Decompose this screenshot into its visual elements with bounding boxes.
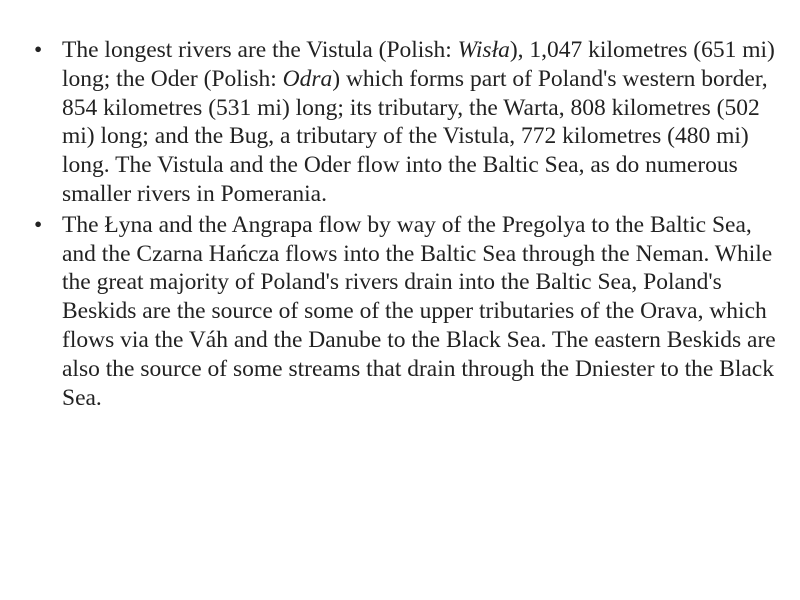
bullet-list (34, 36, 786, 414)
italic-term-wisla: Wisła (457, 37, 510, 63)
text-run: The longest rivers are the Vistula (Polish: (62, 37, 458, 63)
bullet-text (62, 37, 775, 207)
text-run: ) which forms part of Poland's western border, 854 kilometres (531 mi) long; its tributary, the Warta, 808 kilometres (502 mi) long; and the Bug, a tributary of the Vistula, 772 kilometres (480 mi) long. The Vistula and the Oder flow into the Baltic Sea, as do numerous smaller rivers in Pomerania. (62, 65, 768, 207)
text-run: ), 1,047 kilometres (651 mi) long; the Oder (Polish: (62, 37, 775, 92)
italic-term-odra: Odra (282, 65, 333, 92)
bullet-marker: • (34, 37, 43, 63)
bullet-marker: • (34, 211, 43, 238)
bullet-item-drainage (34, 211, 786, 413)
bullet-item-rivers-length (34, 36, 786, 209)
bullet-text: The Łyna and the Angrapa flow by way of the Pregolya to the Baltic Sea, and the Czarna Hańcza flows into the Baltic Sea through the Neman. While the great majority of Poland's rivers drain into the Baltic Sea, Poland's Beskids are the source of some of the upper tributaries of the Orava, which flows via the Váh and the Danube to the Black Sea. The eastern Beskids are also the source of some streams that drain through the Dniester to the Black Sea. (62, 211, 776, 411)
